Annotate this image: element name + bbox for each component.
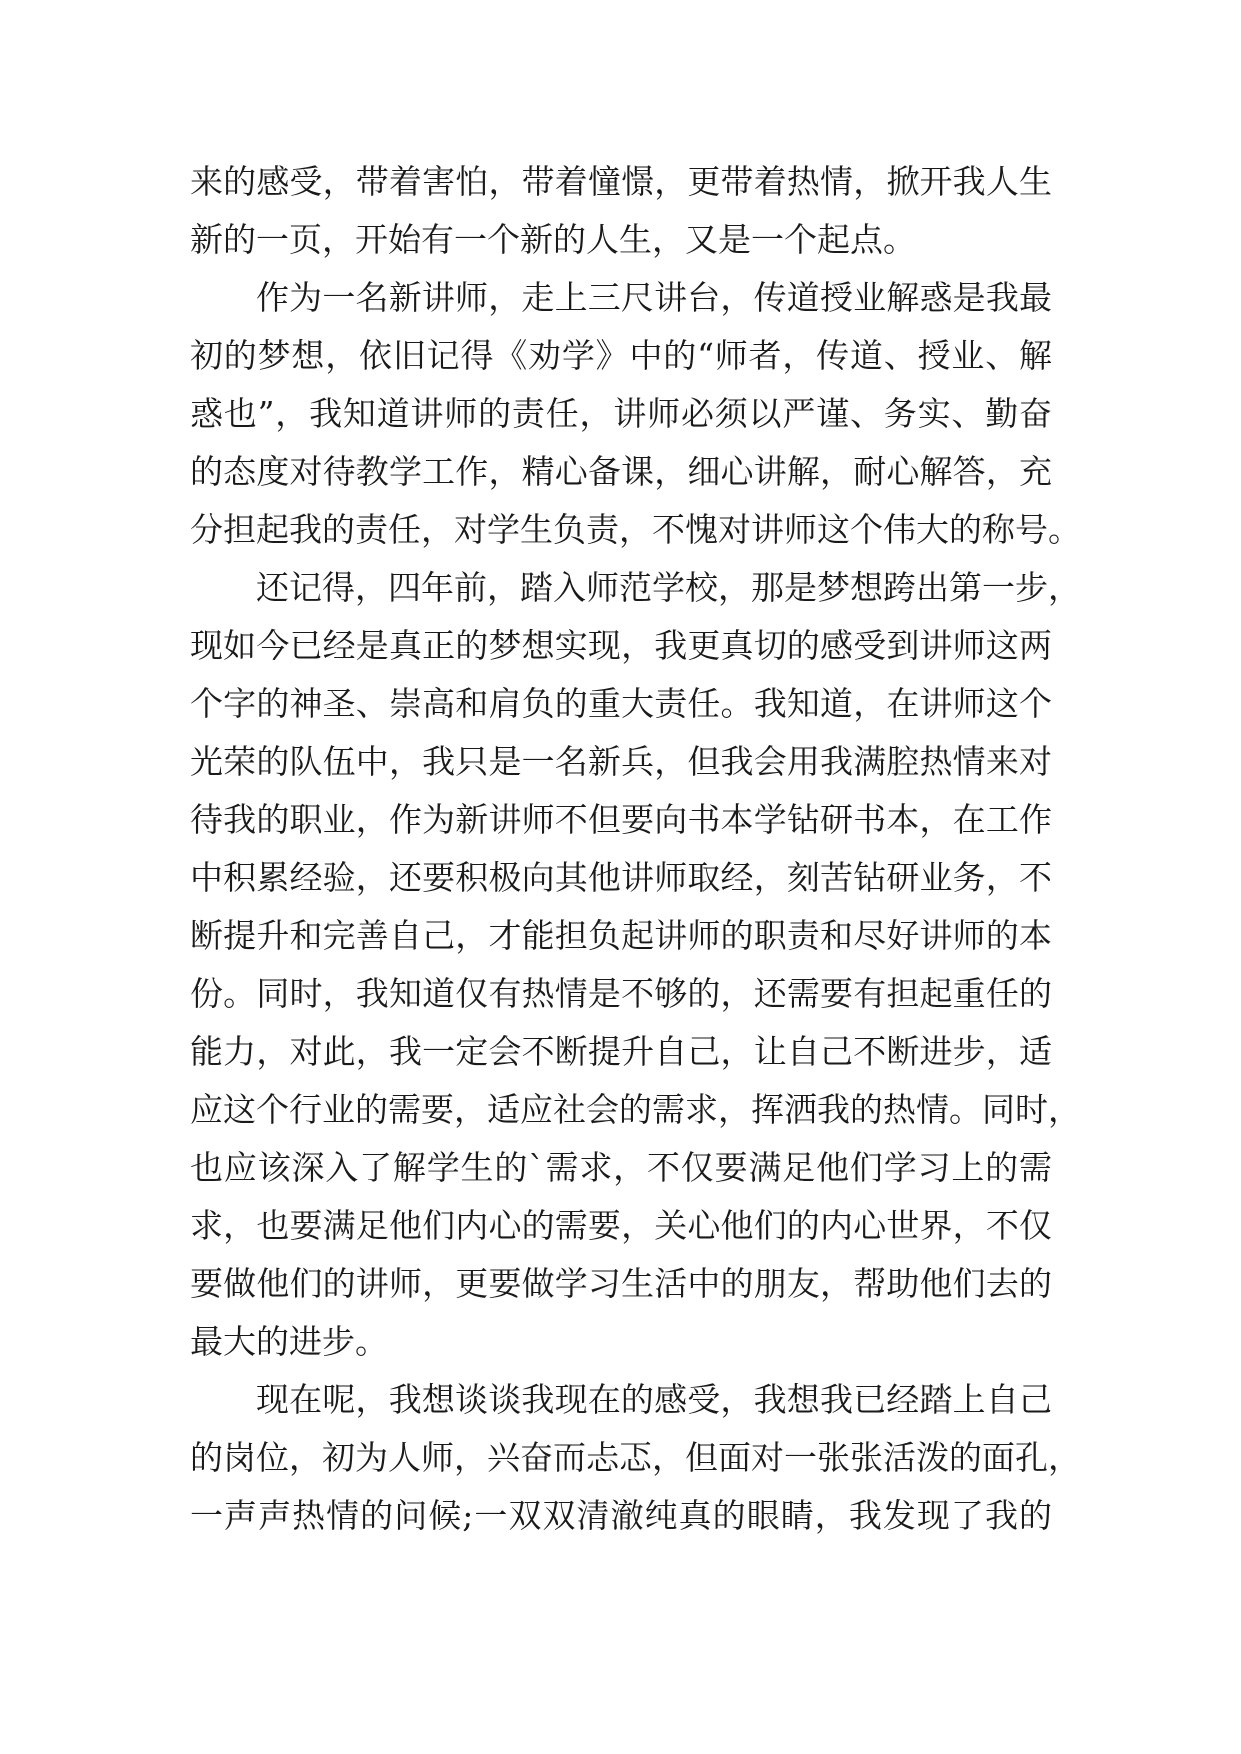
text-line: 个字的神圣、崇高和肩负的重大责任。我知道，在讲师这个 [190,684,1052,723]
document-body [190,153,1081,1545]
text-line: 能力，对此，我一定会不断提升自己，让自己不断进步，适 [190,1032,1052,1071]
paragraph [190,1371,1081,1545]
text-line: 光荣的队伍中，我只是一名新兵，但我会用我满腔热情来对 [190,742,1052,781]
text-line: 待我的职业，作为新讲师不但要向书本学钻研书本，在工作 [190,800,1052,839]
text-line: 还记得，四年前，踏入师范学校，那是梦想跨出第一步， [256,568,1081,607]
paragraph [190,559,1081,1371]
paragraph [190,153,1052,269]
text-line: 新的一页，开始有一个新的人生，又是一个起点。 [190,220,916,259]
text-line: 份。同时，我知道仅有热情是不够的，还需要有担起重任的 [190,974,1052,1013]
text-line: 的岗位，初为人师，兴奋而忐忑，但面对一张张活泼的面孔， [190,1438,1081,1477]
text-line: 现如今已经是真正的梦想实现，我更真切的感受到讲师这两 [190,626,1052,665]
text-line: 最大的进步。 [190,1322,388,1361]
text-line: 来的感受，带着害怕，带着憧憬，更带着热情，掀开我人生 [190,162,1052,201]
text-line: 求，也要满足他们内心的需要，关心他们的内心世界，不仅 [190,1206,1052,1245]
text-line: 也应该深入了解学生的`需求，不仅要满足他们学习上的需 [190,1148,1052,1187]
text-line: 要做他们的讲师，更要做学习生活中的朋友，帮助他们去的 [190,1264,1052,1303]
text-line: 惑也”，我知道讲师的责任，讲师必须以严谨、务实、勤奋 [190,394,1052,433]
text-line: 断提升和完善自己，才能担负起讲师的职责和尽好讲师的本 [190,916,1052,955]
paragraph [190,269,1081,559]
text-line: 中积累经验，还要积极向其他讲师取经，刻苦钻研业务，不 [190,858,1052,897]
text-line: 应这个行业的需要，适应社会的需求，挥洒我的热情。同时， [190,1090,1081,1129]
text-line: 作为一名新讲师，走上三尺讲台，传道授业解惑是我最 [256,278,1052,317]
text-line: 的态度对待教学工作，精心备课，细心讲解，耐心解答，充 [190,452,1052,491]
text-line: 分担起我的责任，对学生负责，不愧对讲师这个伟大的称号。 [190,510,1081,549]
text-line: 一声声热情的问候;一双双清澈纯真的眼睛，我发现了我的 [190,1496,1052,1535]
text-line: 初的梦想，依旧记得《劝学》中的“师者，传道、授业、解 [190,336,1052,375]
text-line: 现在呢，我想谈谈我现在的感受，我想我已经踏上自己 [256,1380,1052,1419]
